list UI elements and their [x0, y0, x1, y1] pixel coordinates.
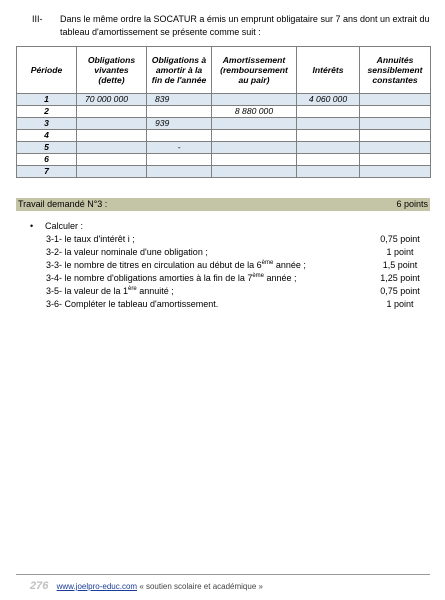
- calc-item-points: 0,75 point: [380, 234, 420, 244]
- work-banner: [16, 198, 430, 211]
- cell-annuites: [360, 94, 431, 106]
- section-number: III-: [32, 14, 43, 24]
- calc-item-label: 3-6- Compléter le tableau d'amortissement.: [46, 299, 219, 309]
- header-periode: Période: [17, 47, 77, 94]
- cell-periode: 1: [17, 94, 77, 106]
- calc-item-label: 3-5- la valeur de la 1ère annuité ;: [46, 286, 174, 296]
- footer-divider: [16, 574, 430, 575]
- cell-periode: 7: [17, 166, 77, 178]
- header-vivantes: Obligations vivantes (dette): [77, 47, 147, 94]
- calc-item-points: 1 point: [386, 247, 414, 257]
- header-amortir: Obligations à amortir à la fin de l'année: [147, 47, 212, 94]
- header-annuites: Annuités sensiblement constantes: [360, 47, 431, 94]
- calc-label: Calculer :: [45, 221, 84, 231]
- table-row: [17, 154, 431, 166]
- cell-amortissement: [212, 166, 297, 178]
- cell-annuites: [360, 130, 431, 142]
- cell-interets: [297, 154, 360, 166]
- table-row: [17, 94, 431, 106]
- cell-amortissement: [212, 154, 297, 166]
- footer-tagline: « soutien scolaire et académique »: [139, 582, 263, 591]
- calc-item: [30, 233, 430, 246]
- calc-item-label: 3-3- le nombre de titres en circulation au début de la 6ème année ;: [46, 260, 306, 270]
- cell-vivantes: [77, 166, 147, 178]
- cell-periode: 2: [17, 106, 77, 118]
- header-interets: Intérêts: [297, 47, 360, 94]
- cell-amortir: 839: [147, 94, 212, 106]
- intro-text: Dans le même ordre la SOCATUR a émis un emprunt obligataire sur 7 ans dont un extrait du tableau d'amortissement se présente comme suit :: [60, 14, 430, 37]
- cell-amortir: [147, 166, 212, 178]
- table-row: [17, 106, 431, 118]
- calc-item-label: 3-1- le taux d'intérêt i ;: [46, 234, 135, 244]
- table-header-row: [17, 47, 431, 94]
- cell-interets: [297, 118, 360, 130]
- page-number: 276: [30, 580, 49, 592]
- calc-item-points: 1,25 point: [380, 273, 420, 283]
- calc-item-label: 3-2- la valeur nominale d'une obligation ;: [46, 247, 208, 257]
- calc-item: [30, 272, 430, 285]
- calc-item: [30, 259, 430, 272]
- cell-annuites: [360, 154, 431, 166]
- calc-heading: [30, 220, 430, 233]
- cell-amortissement: [212, 142, 297, 154]
- calc-section: [30, 220, 430, 311]
- cell-vivantes: [77, 118, 147, 130]
- website-link[interactable]: www.joelpro-educ.com: [56, 582, 138, 591]
- calc-item-points: 1,5 point: [382, 260, 418, 270]
- work-points: 6 points: [396, 199, 428, 209]
- cell-amortir: [147, 130, 212, 142]
- cell-amortir: [147, 106, 212, 118]
- cell-interets: 4 060 000: [297, 94, 360, 106]
- cell-annuites: [360, 166, 431, 178]
- amortization-table: [16, 46, 431, 178]
- cell-periode: 6: [17, 154, 77, 166]
- cell-annuites: [360, 106, 431, 118]
- calc-item-label: 3-4- le nombre d'obligations amorties à la fin de la 7ème année ;: [46, 273, 297, 283]
- cell-interets: [297, 130, 360, 142]
- cell-interets: [297, 106, 360, 118]
- cell-vivantes: [77, 142, 147, 154]
- cell-periode: 4: [17, 130, 77, 142]
- table-row: [17, 142, 431, 154]
- cell-vivantes: [77, 154, 147, 166]
- cell-amortissement: [212, 118, 297, 130]
- calc-item: [30, 285, 430, 298]
- header-amortissement: Amortissement (remboursement au pair): [212, 47, 297, 94]
- cell-amortissement: [212, 94, 297, 106]
- calc-item: [30, 298, 430, 311]
- cell-amortir: -: [147, 142, 212, 154]
- work-title: Travail demandé N°3 :: [18, 199, 108, 209]
- calc-item: [30, 246, 430, 259]
- cell-amortissement: 8 880 000: [212, 106, 297, 118]
- calc-item-points: 1 point: [386, 299, 414, 309]
- cell-periode: 5: [17, 142, 77, 154]
- cell-amortir: [147, 154, 212, 166]
- table-row: [17, 118, 431, 130]
- cell-annuites: [360, 142, 431, 154]
- page-footer: [30, 580, 263, 593]
- cell-interets: [297, 166, 360, 178]
- cell-vivantes: [77, 106, 147, 118]
- calc-item-points: 0,75 point: [380, 286, 420, 296]
- cell-periode: 3: [17, 118, 77, 130]
- bullet-icon: •: [30, 221, 34, 231]
- cell-vivantes: 70 000 000: [77, 94, 147, 106]
- cell-vivantes: [77, 130, 147, 142]
- table-row: [17, 130, 431, 142]
- table-row: [17, 166, 431, 178]
- cell-annuites: [360, 118, 431, 130]
- cell-amortir: 939: [147, 118, 212, 130]
- cell-interets: [297, 142, 360, 154]
- cell-amortissement: [212, 130, 297, 142]
